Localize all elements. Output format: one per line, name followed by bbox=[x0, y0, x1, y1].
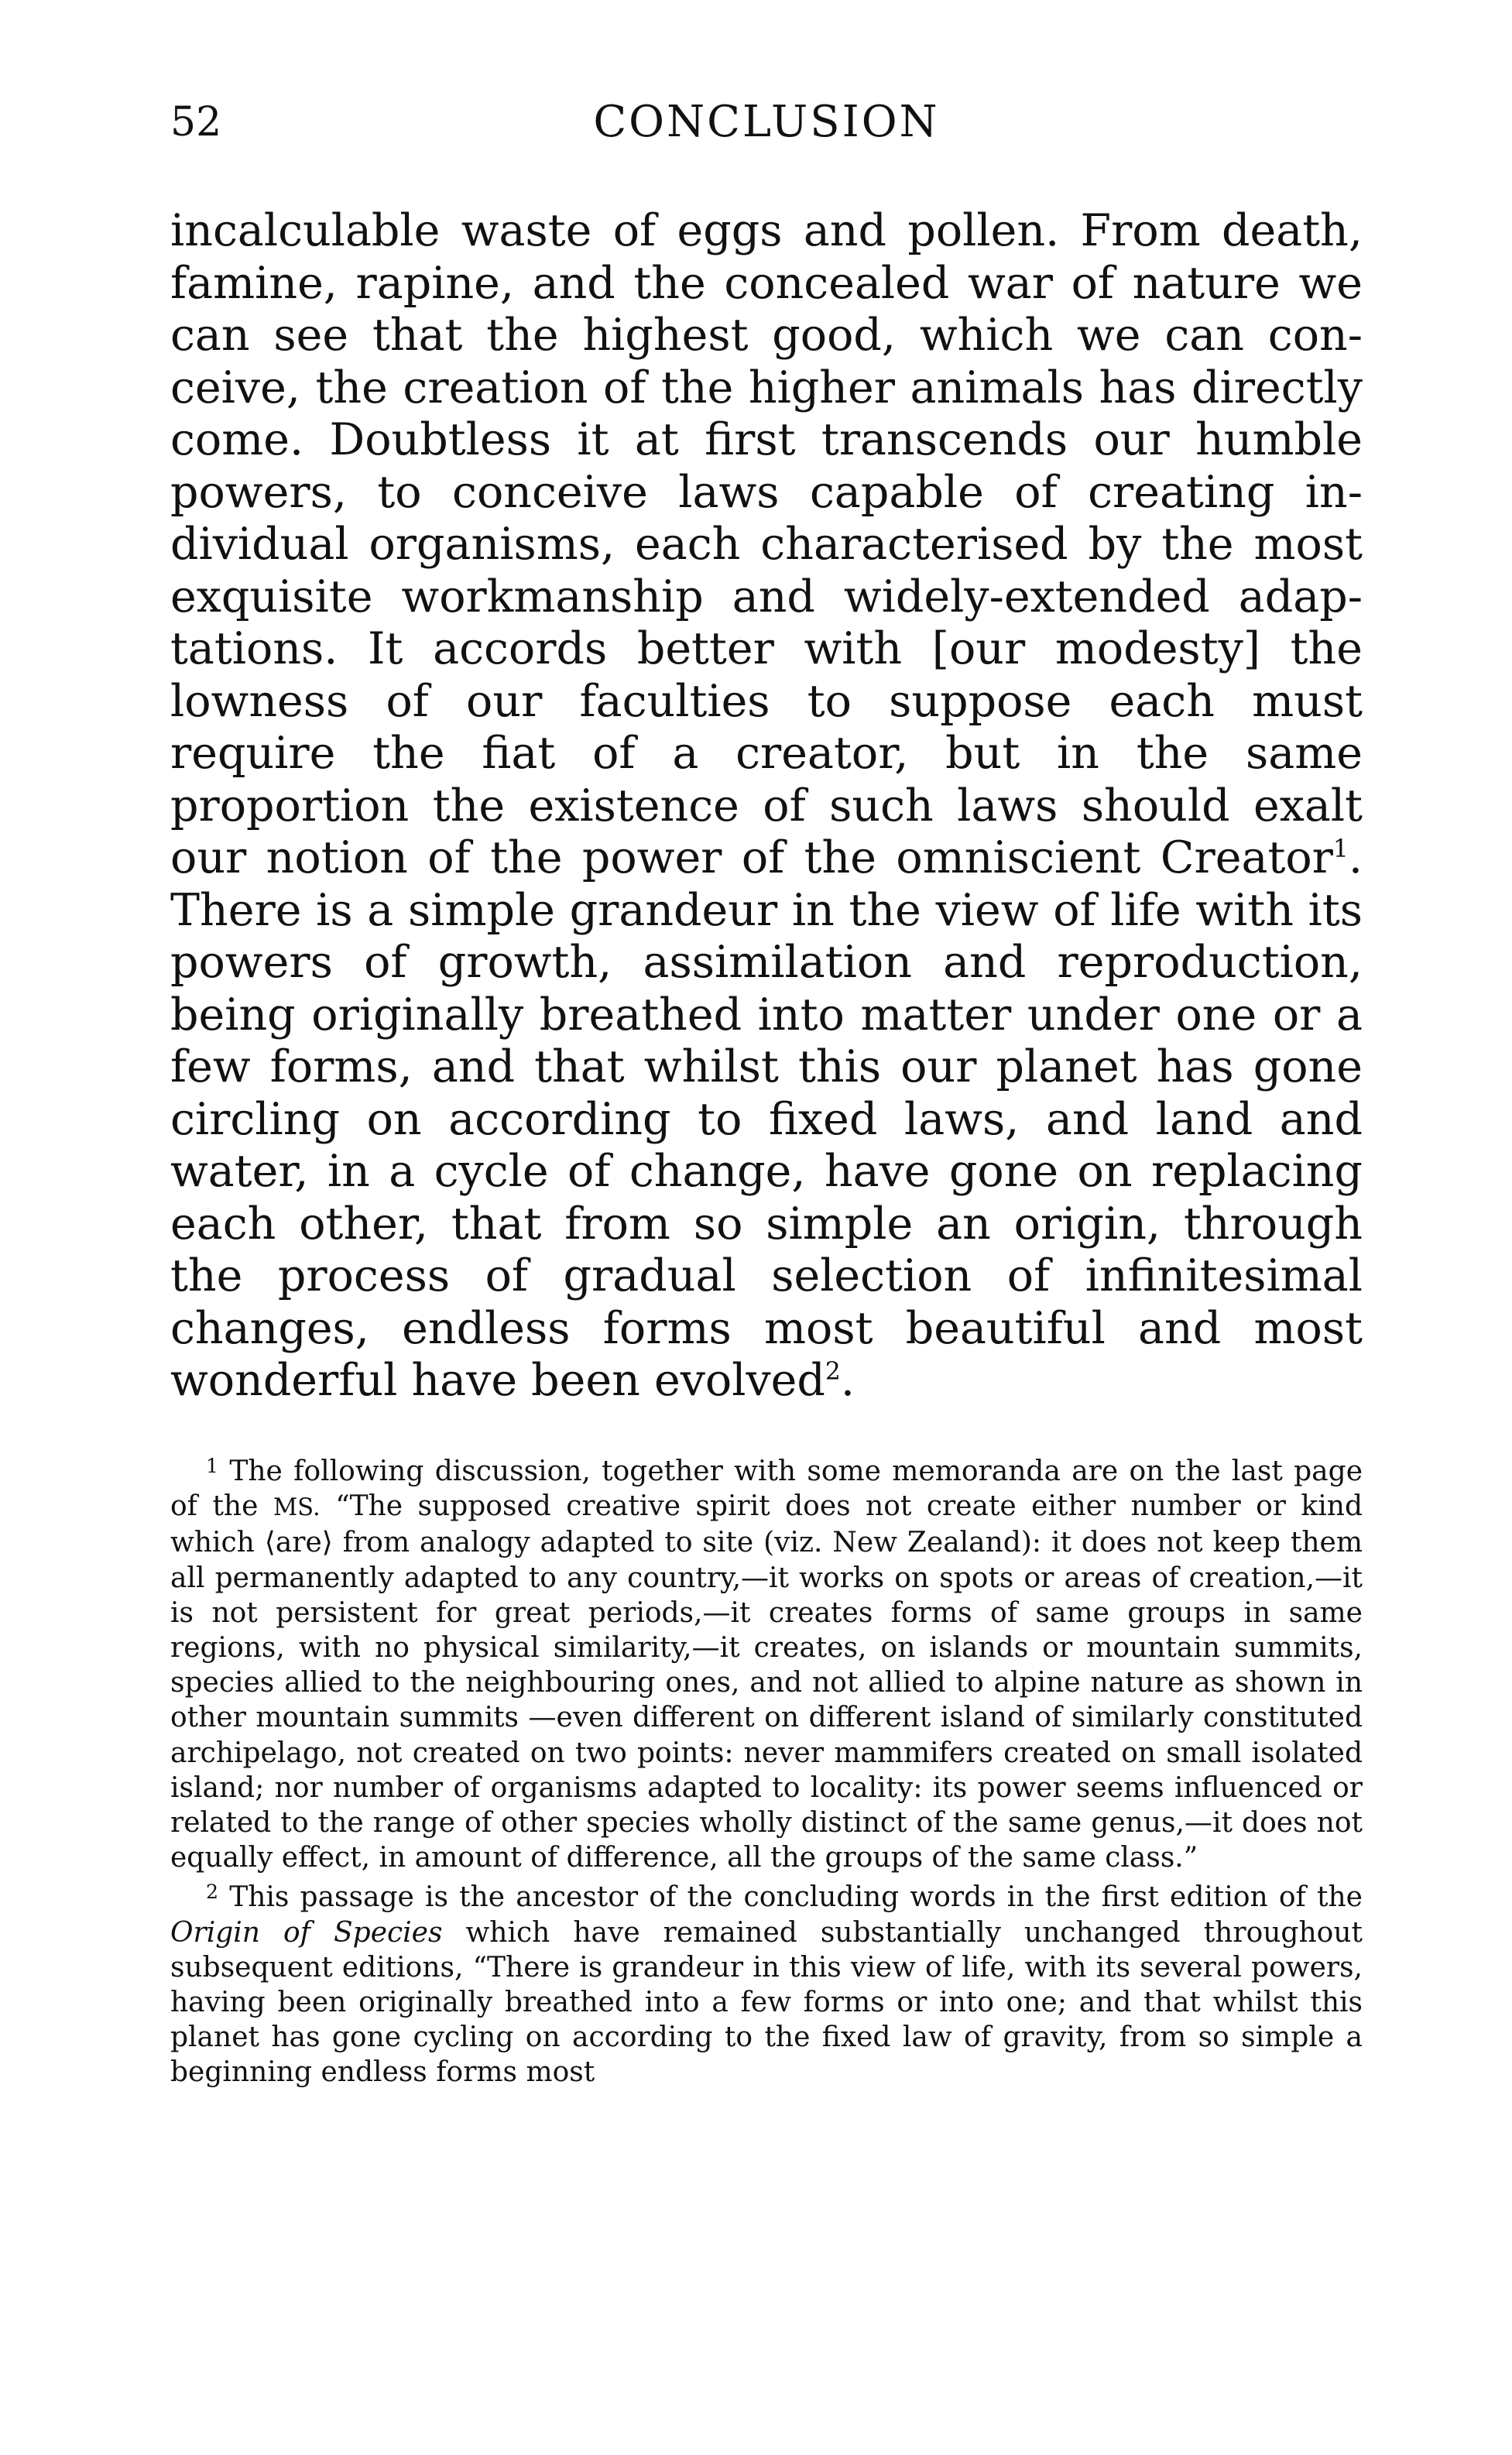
page-number: 52 bbox=[170, 99, 222, 146]
footnote-1-text-b: “The supposed creative spirit does not create either number or kind which ⟨are⟩ from analogy adapted to site (viz. New Zealand): it does not keep them all permanently adapted to any country,—it works on spots or areas of creation,—it is not persistent for great periods,—it creates forms of same groups in same regions, with no physical similarity,—it creates, on islands or mountain summits, species allied to the neighbouring ones, and not allied to alpine nature as shown in other mountain summits —even different on different island of similarly constituted archipelago, not created on two points: never mammifers created on small isolated island; nor number of organisms adapted to locality: its power seems influenced or related to the range of other species wholly distinct of the same genus,—it does not equally effect, in amount of difference, all the groups of the same class.” bbox=[170, 1490, 1363, 1874]
body-paragraph bbox=[170, 205, 1363, 1408]
footnotes-section bbox=[170, 1454, 1363, 2090]
footnote-1-ms: MS. bbox=[273, 1494, 321, 1522]
page-header bbox=[170, 91, 1363, 161]
main-text bbox=[170, 205, 1363, 1408]
footnote-1-text-a: The following discussion, together with some memoranda are on the last page of the bbox=[170, 1456, 1363, 1523]
footnote-1-marker: 1 bbox=[206, 1454, 219, 1477]
footnote-reference-2: 2 bbox=[825, 1358, 841, 1386]
body-text-part-1: incalculable waste of eggs and pollen. From death, famine, rapine, and the concealed war of nature we can see that the highest good, which we can conceive, the creation of the higher animals has directly come. Doubtless it at first transcends our humble powers, to conceive laws capable of creating individual organisms, each characterised by the most exquisite workmanship and widely-extended adaptations. It accords better with [our modesty] the lowness of our faculties to suppose each must require the fiat of a creator, but in the same proportion the existence of such laws should exalt our notion of the power of the omniscient Creator bbox=[170, 205, 1363, 883]
footnote-2 bbox=[170, 1880, 1363, 2090]
footnote-2-text-a: This passage is the ancestor of the concluding words in the first edition of the bbox=[229, 1881, 1363, 1914]
running-title: CONCLUSION bbox=[593, 97, 940, 147]
body-text-part-2: . There is a simple grandeur in the view of life with its powers of growth, assimilation and reproduction, being originally breathed into matter under one or a few forms, and that whilst this our planet has gone circling on according to fixed laws, and land and water, in a cycle of change, have gone on replacing each other, that from so simple an origin, through the process of gradual selection of infinitesimal changes, endless forms most beautiful and most wonderful have been evolved bbox=[170, 832, 1363, 1406]
footnote-2-text-b: which have remained substantially unchanged throughout subsequent editions, “There is grandeur in this view of life, with its several powers, having been originally breathed into a few forms or into one; and that whilst this planet has gone cycling on according to the fixed law of gravity, from so simple a beginning endless forms most bbox=[170, 1916, 1363, 2089]
footnote-2-title: Origin of Species bbox=[170, 1916, 443, 1949]
footnote-1 bbox=[170, 1454, 1363, 1875]
body-text-end: . bbox=[840, 1355, 855, 1406]
footnote-reference-1: 1 bbox=[1332, 835, 1349, 863]
footnote-2-marker: 2 bbox=[206, 1881, 219, 1904]
